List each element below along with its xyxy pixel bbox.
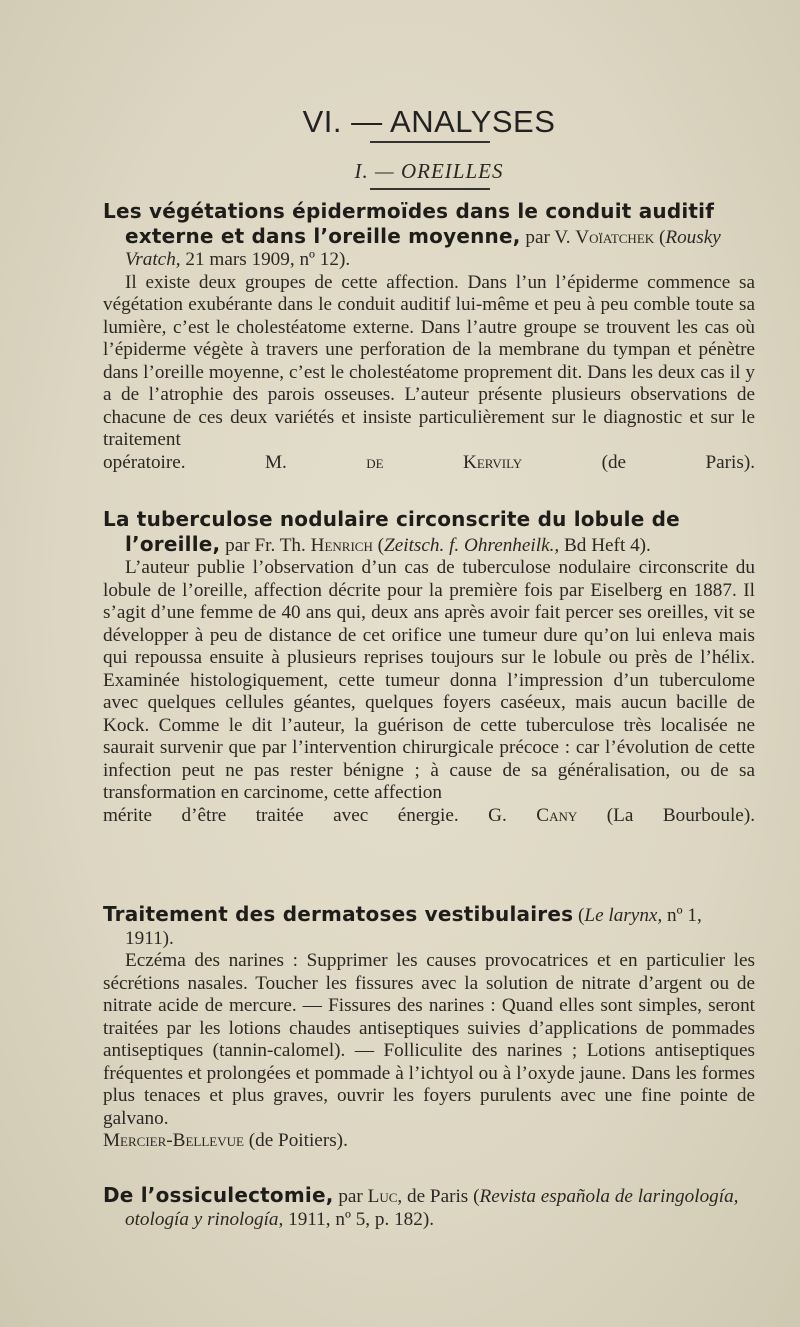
- article-ref-par: par V.: [525, 226, 571, 248]
- signature-prefix: M.: [264, 451, 287, 473]
- article-4: [103, 1184, 755, 1231]
- article-title: Les végétations épidermoïdes dans le conduit auditif externe et dans l’oreille moyenne,: [103, 199, 715, 248]
- article-body: [103, 557, 755, 827]
- article-closing-line: [103, 452, 755, 475]
- article-last-word: opératoire.: [103, 451, 186, 473]
- article-body: [103, 272, 755, 475]
- article-title: De l’ossiculectomie,: [103, 1183, 334, 1207]
- article-ref-par: par: [338, 1186, 363, 1207]
- signature-place: (La Bourboule).: [606, 804, 756, 826]
- signature-name: Cany: [536, 804, 578, 826]
- article-heading: [103, 508, 755, 557]
- signature-place: (de Poitiers).: [248, 1130, 348, 1151]
- subsection-divider: [370, 188, 490, 190]
- article-ref-open: (: [658, 226, 666, 248]
- article-ref-journal: Revista española de laringología, otología y rinología,: [125, 1186, 739, 1230]
- article-heading: [103, 200, 755, 272]
- article-ref-journal: Rousky Vratch,: [125, 226, 721, 270]
- article-closing-line: [103, 805, 755, 828]
- article-ref-journal: Zeitsch. f. Ohrenheilk.,: [384, 534, 560, 556]
- article-ref-author: Luc,: [367, 1186, 403, 1207]
- article-ref-journal: Le larynx,: [584, 905, 663, 926]
- article-ref-open: (: [473, 1186, 480, 1207]
- article-ref-details: 21 mars 1909, nº 12).: [185, 249, 351, 270]
- article-heading: [103, 903, 755, 950]
- article-body-text: Eczéma des narines : Supprimer les causes provocatrices et en particulier les sécrétions nasales. Toucher les fissures avec la solution de nitrate d’argent ou de nitrate acide de mercure. — Fissures des narines : Quand elles sont simples, seront traitées par les lotions chaudes antiseptiques suivies d’applications de pommades antiseptiques (tannin-calomel). — Folliculite des narines ; Lotions antiseptiques fréquentes et prolongées et pommade à l’ichtyol ou à l’oxyde jaune. Dans les formes plus tenaces et plus graves, ouvrir les foyers purulents avec une fine pointe de galvano.: [103, 950, 755, 1129]
- article-ref-author: Henrich: [310, 534, 373, 556]
- article-2: [103, 508, 755, 827]
- article-1: [103, 200, 755, 474]
- article-ref-mid: de Paris: [406, 1186, 469, 1207]
- signature-prefix: G.: [488, 804, 507, 826]
- article-title: Traitement des dermatoses vestibulaires: [103, 902, 574, 926]
- article-signature: [103, 1130, 755, 1153]
- signature-name: de Kervily: [366, 451, 523, 473]
- signature-name: Mercier-Bellevue: [103, 1130, 244, 1151]
- article-ref-open: (: [377, 534, 385, 556]
- section-title-underline: [370, 141, 490, 143]
- subsection-title: I. — OREILLES: [354, 159, 504, 183]
- article-body-text: Il existe deux groupes de cette affection. Dans l’un l’épiderme commence sa végétation exubérante dans le conduit auditif lui-même et peu à peu comble toute sa lumière, c’est le cholestéatome externe. Dans l’autre groupe se trouvent les cas où l’épiderme végète à travers une perforation de la membrane du tympan et pénètre dans l’oreille moyenne, c’est le cholestéatome proprement dit. Dans les deux cas il y a de l’atrophie des parois osseuses. L’auteur présente plusieurs observations de chacune de ces deux variétés et insiste particulièrement sur le diagnostic et sur le traitement: [103, 271, 755, 450]
- signature-place: (de Paris).: [601, 451, 756, 473]
- article-title: La tuberculose nodulaire circonscrite du lobule de l’oreille,: [103, 507, 680, 556]
- article-body: [103, 950, 755, 1153]
- article-ref-open: (: [578, 905, 585, 926]
- article-last-word: mérite d’être traitée avec énergie.: [103, 804, 459, 826]
- article-ref-details: 1911, nº 5, p. 182).: [288, 1208, 435, 1230]
- article-ref-details: Bd Heft 4).: [564, 534, 651, 556]
- article-signature: [265, 452, 755, 473]
- article-ref-par: par Fr. Th.: [225, 534, 306, 556]
- article-heading: [103, 1184, 755, 1231]
- article-ref-author: Voïatchek: [575, 226, 655, 248]
- article-ref-details: nº 1, 1911).: [125, 905, 702, 949]
- article-signature: [488, 805, 755, 826]
- article-3: [103, 903, 755, 1153]
- article-body-text: L’auteur publie l’observation d’un cas de tuberculose nodulaire circonscrite du lobule de l’oreille, affection décrite pour la première fois par Eiselberg en 1887. Il s’agit d’une femme de 40 ans qui, deux ans après avoir fait percer ses oreilles, vit se développer à peu de distance de cet orifice une tumeur dure qu’on lui enleva mais qui repoussa ensuite à plusieurs reprises toujours sur le lobule ou près de l’hélix. Examinée histologiquement, cette tumeur donna l’impression d’un tuberculome avec quelques cellules géantes, quelques foyers caséeux, mais aucun bacille de Kock. Comme le dit l’auteur, la guérison de cette tuberculose très localisée ne saurait survenir que par l’intervention chirurgicale précoce : car l’évolution de cette infection peut ne pas rester bénigne ; à cause de sa généralisation, ou de sa transformation en carcinome, cette affection: [103, 557, 755, 803]
- section-title: VI. — ANALYSES: [302, 104, 556, 139]
